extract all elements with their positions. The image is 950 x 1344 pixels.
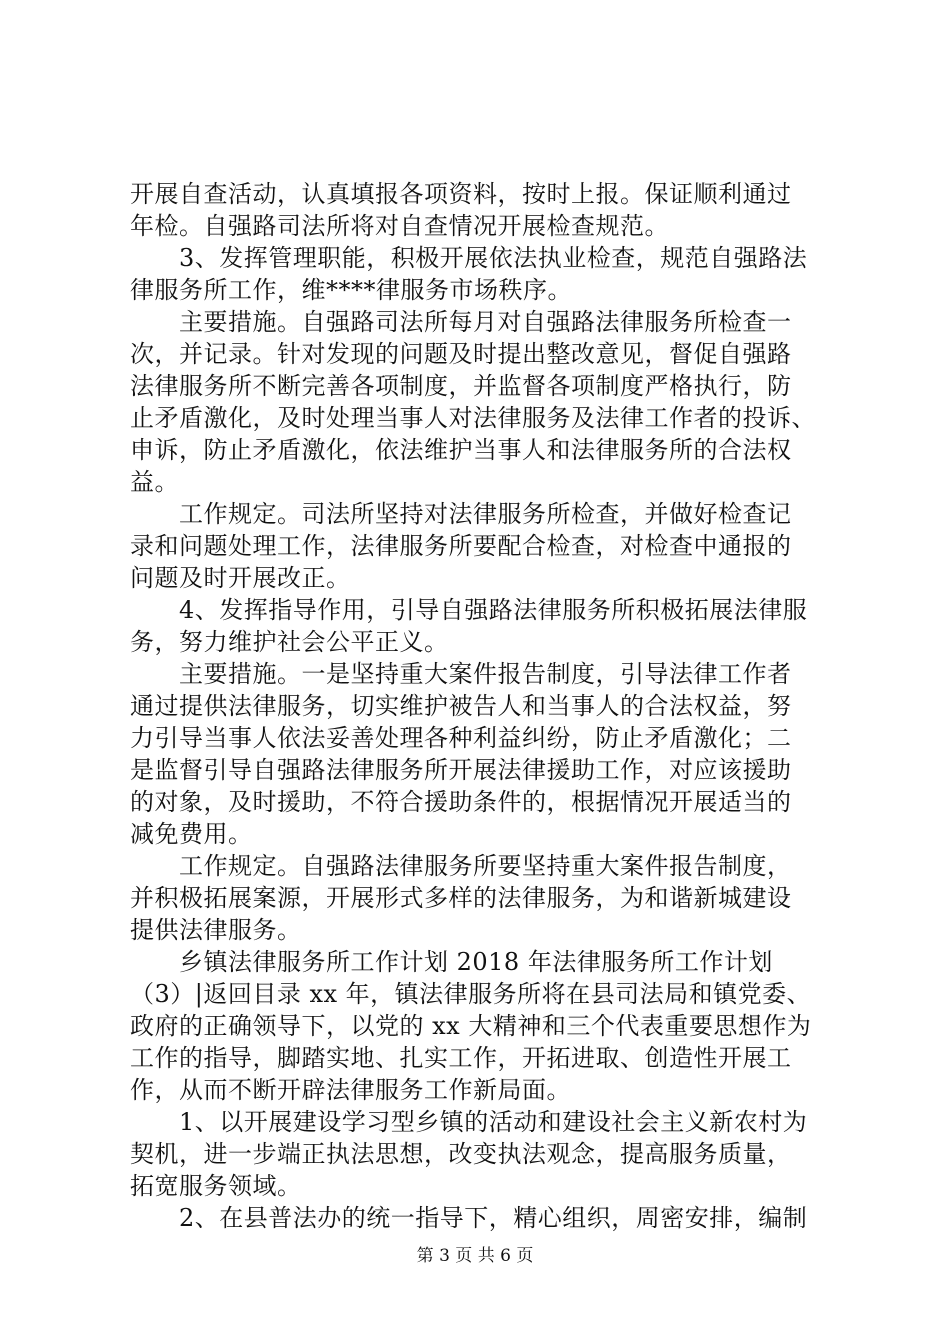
text-line: 是监督引导自强路法律服务所开展法律援助工作，对应该援助: [130, 756, 792, 784]
text-line: 契机，进一步端正执法思想，改变执法观念，提高服务质量，: [130, 1140, 792, 1168]
text-line: 年检。自强路司法所将对自查情况开展检查规范。: [130, 212, 669, 240]
text-line: 问题及时开展改正。: [130, 564, 351, 592]
text-line: 政府的正确领导下，以党的 xx 大精神和三个代表重要思想作为: [130, 1012, 812, 1040]
text-line: 4、发挥指导作用，引导自强路法律服务所积极拓展法律服: [130, 596, 808, 624]
text-line: 申诉，防止矛盾激化，依法维护当事人和法律服务所的合法权: [130, 436, 792, 464]
text-line: 法律服务所不断完善各项制度，并监督各项制度严格执行，防: [130, 372, 792, 400]
page-number-footer: 第 3 页 共 6 页: [416, 1246, 534, 1266]
text-line: 拓宽服务领域。: [130, 1172, 302, 1200]
text-line: 开展自查活动，认真填报各项资料，按时上报。保证顺利通过: [130, 180, 792, 208]
text-line: 作，从而不断开辟法律服务工作新局面。: [130, 1076, 571, 1104]
text-line: 通过提供法律服务，切实维护被告人和当事人的合法权益，努: [130, 692, 792, 720]
text-line: 主要措施。一是坚持重大案件报告制度，引导法律工作者: [130, 660, 792, 688]
text-line: 工作规定。自强路法律服务所要坚持重大案件报告制度，: [130, 852, 792, 880]
text-line: 提供法律服务。: [130, 916, 302, 944]
text-line: 律服务所工作，维****律服务市场秩序。: [130, 276, 572, 304]
text-line: 主要措施。自强路司法所每月对自强路法律服务所检查一: [130, 308, 792, 336]
text-line: 并积极拓展案源，开展形式多样的法律服务，为和谐新城建设: [130, 884, 792, 912]
text-line: 次，并记录。针对发现的问题及时提出整改意见，督促自强路: [130, 340, 792, 368]
text-line: 乡镇法律服务所工作计划 2018 年法律服务所工作计划: [130, 948, 773, 976]
text-line: 减免费用。: [130, 820, 253, 848]
text-line: 2、在县普法办的统一指导下，精心组织，周密安排，编制: [130, 1204, 808, 1232]
text-line: 止矛盾激化，及时处理当事人对法律服务及法律工作者的投诉、: [130, 404, 816, 432]
text-line: 的对象，及时援助，不符合援助条件的，根据情况开展适当的: [130, 788, 792, 816]
text-line: 务，努力维护社会公平正义。: [130, 628, 449, 656]
text-line: 录和问题处理工作，法律服务所要配合检查，对检查中通报的: [130, 532, 792, 560]
text-line: （3）|返回目录 xx 年，镇法律服务所将在县司法局和镇党委、: [130, 980, 812, 1008]
text-line: 3、发挥管理职能，积极开展依法执业检查，规范自强路法: [130, 244, 808, 272]
text-line: 工作规定。司法所坚持对法律服务所检查，并做好检查记: [130, 500, 792, 528]
text-line: 益。: [130, 468, 179, 496]
text-line: 1、以开展建设学习型乡镇的活动和建设社会主义新农村为: [130, 1108, 808, 1136]
text-line: 力引导当事人依法妥善处理各种利益纠纷，防止矛盾激化；二: [130, 724, 792, 752]
text-line: 工作的指导，脚踏实地、扎实工作，开拓进取、创造性开展工: [130, 1044, 792, 1072]
